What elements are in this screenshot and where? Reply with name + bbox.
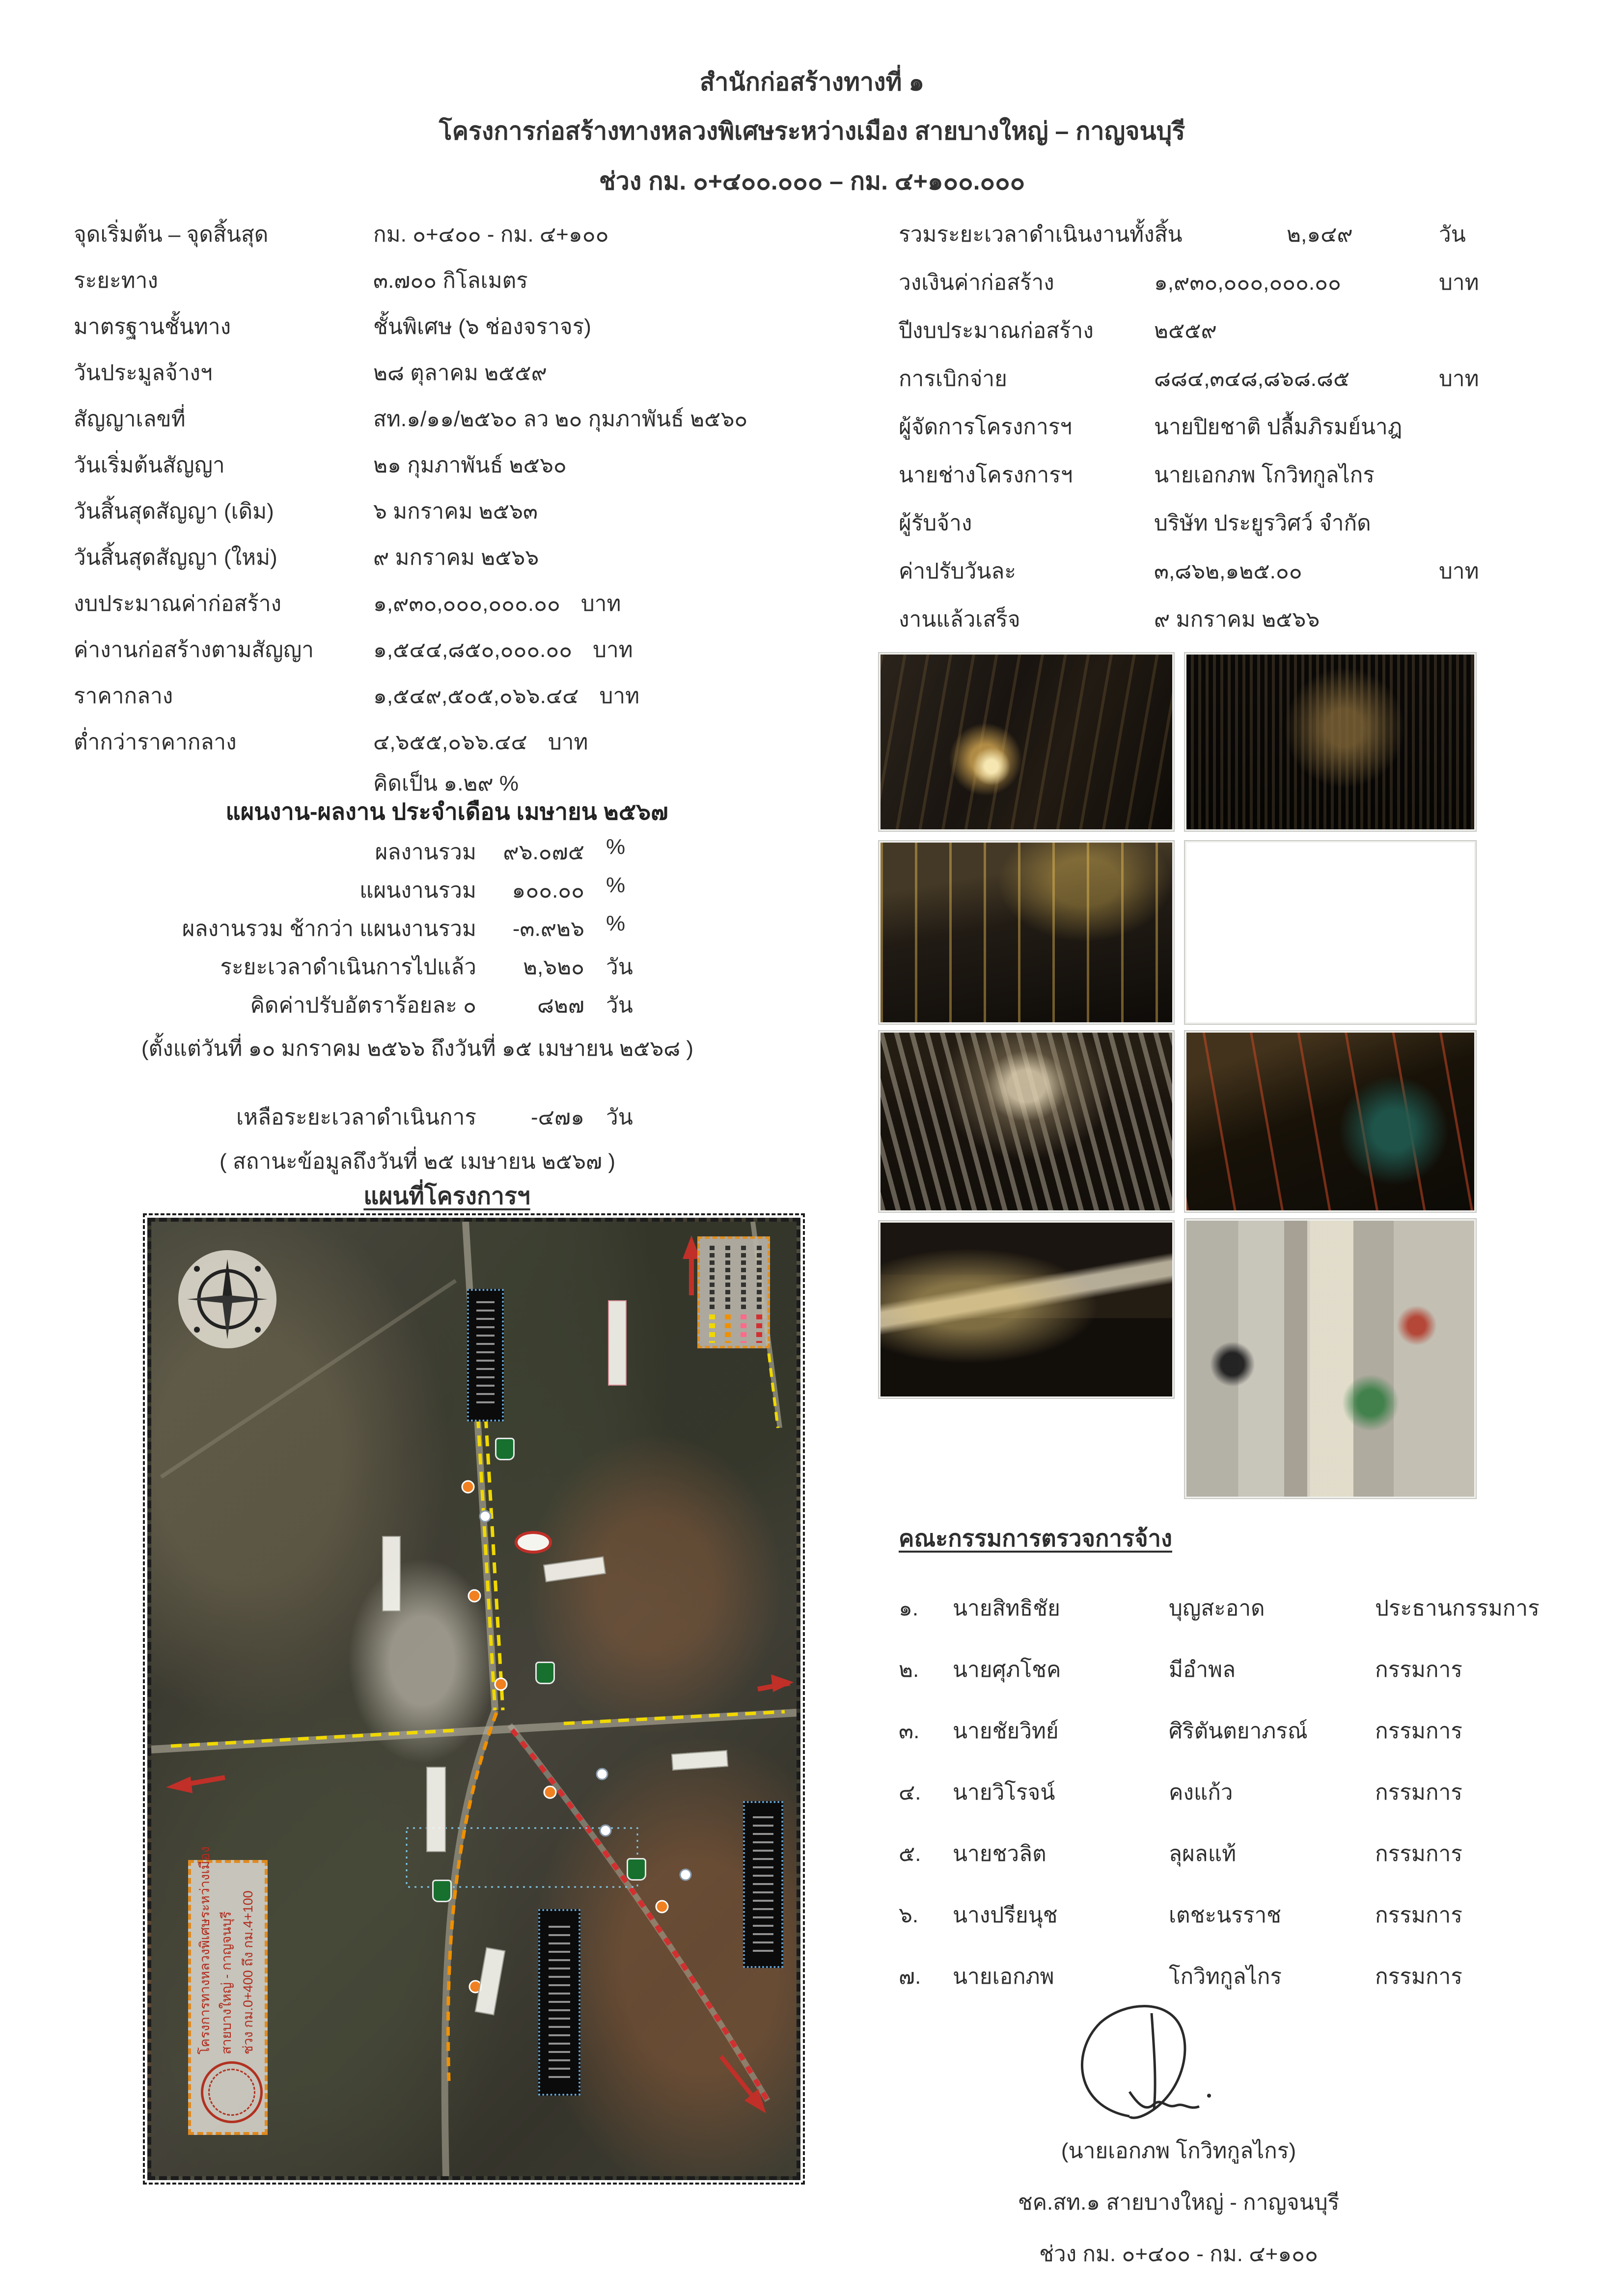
page-title: สำนักก่อสร้างทางที่ ๑ bbox=[699, 68, 925, 96]
field-label: ระยะทาง bbox=[74, 269, 158, 293]
member-number: ๕. bbox=[899, 1842, 921, 1866]
field-value: ๑๐๐.๐๐ bbox=[512, 878, 584, 902]
progress-title: แผนงาน-ผลงาน ประจำเดือน เมษายน ๒๕๖๗ bbox=[225, 798, 668, 824]
stamp-line: ช่วง กม.0+400 ถึง กม.4+100 bbox=[241, 1890, 255, 2054]
legend-label-4 bbox=[757, 1246, 762, 1310]
legend-swatch-orange bbox=[725, 1314, 731, 1343]
info-row bbox=[899, 410, 1601, 444]
info-row bbox=[74, 494, 859, 528]
field-label: งานแล้วเสร็จ bbox=[899, 607, 1020, 631]
member-number: ๗. bbox=[899, 1965, 921, 1989]
field-label: วงเงินค่าก่อสร้าง bbox=[899, 271, 1054, 295]
info-row bbox=[899, 506, 1601, 540]
field-label: งบประมาณค่าก่อสร้าง bbox=[74, 592, 282, 616]
legend-label-1 bbox=[710, 1246, 715, 1310]
field-value: ๑,๙๓๐,๐๐๐,๐๐๐.๐๐ bbox=[1154, 271, 1341, 295]
road-label-chip bbox=[382, 1536, 401, 1612]
progress-row bbox=[74, 1100, 820, 1134]
field-label: วันสิ้นสุดสัญญา (เดิม) bbox=[74, 499, 274, 523]
member-first-name: นายชวลิต bbox=[953, 1842, 1046, 1866]
member-number: ๒. bbox=[899, 1658, 919, 1682]
compass-rose-icon bbox=[178, 1250, 276, 1348]
committee-title: คณะกรรมการตรวจการจ้าง bbox=[899, 1525, 1172, 1551]
field-value: ๓,๘๖๒,๑๒๕.๐๐ bbox=[1154, 559, 1302, 583]
field-value: ๒๕๕๙ bbox=[1154, 319, 1217, 343]
photo-rebar-cage bbox=[1185, 653, 1476, 831]
member-first-name: นายชัยวิทย์ bbox=[953, 1719, 1059, 1743]
progress-row bbox=[74, 911, 820, 946]
member-role: กรรมการ bbox=[1375, 1965, 1462, 1989]
info-row bbox=[899, 313, 1601, 348]
info-row bbox=[74, 725, 859, 759]
field-value: ๒,๖๒๐ bbox=[523, 955, 584, 979]
field-label: ระยะเวลาดำเนินการไปแล้ว bbox=[220, 955, 476, 979]
road-label-chip bbox=[426, 1767, 446, 1852]
member-first-name: นายเอกภพ bbox=[953, 1965, 1054, 1989]
member-number: ๖. bbox=[899, 1903, 919, 1927]
member-role: กรรมการ bbox=[1375, 1842, 1462, 1866]
map-callout-box bbox=[467, 1289, 504, 1421]
field-value: ๑,๕๔๔,๘๕๐,๐๐๐.๐๐ bbox=[373, 638, 573, 662]
field-value: ๔,๖๕๕,๐๖๖.๔๔ bbox=[373, 730, 527, 754]
info-row bbox=[899, 602, 1601, 636]
field-unit: บาท bbox=[593, 638, 633, 662]
field-value: ๙ มกราคม ๒๕๖๖ bbox=[373, 546, 539, 570]
stamp-line: โครงการทางหลวงพิเศษระหว่างเมือง bbox=[197, 1846, 212, 2054]
legend-swatch-pink bbox=[741, 1314, 746, 1343]
highway-shield-icon bbox=[495, 1438, 515, 1460]
highway-shield-icon bbox=[627, 1858, 646, 1881]
info-row bbox=[74, 402, 859, 436]
photo-night-floodlight bbox=[879, 653, 1174, 831]
info-row bbox=[899, 217, 1601, 251]
field-value: ๑,๕๔๙,๕๐๕,๐๖๖.๔๔ bbox=[373, 684, 579, 708]
field-label: ผลงานรวม bbox=[375, 840, 476, 864]
signatory-range: ช่วง กม. ๐+๔๐๐ - กม. ๔+๑๐๐ bbox=[1039, 2242, 1318, 2266]
member-first-name: นายสิทธิชัย bbox=[953, 1596, 1060, 1620]
member-last-name: บุญสะอาด bbox=[1169, 1596, 1265, 1620]
field-label: วันเริ่มต้นสัญญา bbox=[74, 453, 225, 477]
field-label: ต่ำกว่าราคากลาง bbox=[74, 730, 237, 754]
field-unit: บาท bbox=[1439, 367, 1479, 391]
field-label: ผู้จัดการโครงการฯ bbox=[899, 415, 1072, 439]
member-last-name: มีอำพล bbox=[1169, 1658, 1236, 1682]
field-unit: วัน bbox=[606, 955, 633, 979]
member-first-name: นางปรียนุช bbox=[953, 1903, 1058, 1927]
legend-label-2 bbox=[725, 1246, 730, 1310]
field-unit: บาท bbox=[548, 730, 588, 754]
member-last-name: โกวิทกูลไกร bbox=[1169, 1965, 1282, 1989]
highway-shield-icon bbox=[432, 1880, 452, 1902]
field-unit: วัน bbox=[606, 993, 633, 1017]
field-value: นายปิยชาติ ปลื้มภิรมย์นาฎ bbox=[1154, 415, 1403, 439]
field-label: วันสิ้นสุดสัญญา (ใหม่) bbox=[74, 546, 277, 570]
field-label: ค่าปรับวันละ bbox=[899, 559, 1017, 583]
info-row bbox=[74, 309, 859, 344]
east-arrow-icon bbox=[758, 1674, 794, 1692]
photo-tendons-under-span bbox=[879, 1031, 1174, 1212]
field-value: สท.๑/๑๑/๒๕๖๐ ลว ๒๐ กุมภาพันธ์ ๒๕๖๐ bbox=[373, 407, 748, 431]
stamp-line: สายบางใหญ่ - กาญจนบุรี bbox=[219, 1911, 234, 2054]
member-number: ๓. bbox=[899, 1719, 920, 1743]
field-value: ๙ มกราคม ๒๕๖๖ bbox=[1154, 607, 1320, 631]
field-value: -๔๗๑ bbox=[531, 1105, 584, 1129]
progress-row bbox=[74, 988, 820, 1022]
field-label: รวมระยะเวลาดำเนินงานทั้งสิ้น bbox=[899, 222, 1183, 246]
field-unit: บาท bbox=[580, 592, 621, 616]
field-value: ๖ มกราคม ๒๕๖๓ bbox=[373, 499, 538, 523]
field-value: คิดเป็น ๑.๒๙ % bbox=[373, 771, 519, 795]
member-number: ๔. bbox=[899, 1780, 921, 1804]
committee-row bbox=[899, 1652, 1606, 1687]
field-label: เหลือระยะเวลาดำเนินการ bbox=[236, 1105, 476, 1129]
field-label: ผลงานรวม ช้ากว่า แผนงานรวม bbox=[182, 917, 476, 941]
member-last-name: ลุผลแท้ bbox=[1169, 1842, 1237, 1866]
field-label: คิดค่าปรับอัตราร้อยละ ๐ bbox=[250, 993, 476, 1017]
signature-icon bbox=[1056, 1994, 1242, 2136]
field-value: -๓.๙๒๖ bbox=[512, 917, 584, 941]
photo-night-crane bbox=[1185, 1031, 1476, 1212]
road-sign-icon bbox=[515, 1531, 552, 1554]
field-value: ๘๒๗ bbox=[537, 993, 584, 1017]
photo-day-bridge-aerial bbox=[1185, 1219, 1476, 1498]
field-value: ๒๘ ตุลาคม ๒๕๕๙ bbox=[373, 361, 547, 385]
field-label: ผู้รับจ้าง bbox=[899, 511, 972, 535]
field-value: ๒,๑๔๙ bbox=[1287, 222, 1353, 246]
photo-night-formwork bbox=[879, 841, 1174, 1024]
info-row bbox=[74, 679, 859, 713]
member-last-name: เตชะนรราช bbox=[1169, 1903, 1282, 1927]
field-value: กม. ๐+๔๐๐ - กม. ๔+๑๐๐ bbox=[373, 222, 609, 246]
field-label: นายช่างโครงการฯ bbox=[899, 463, 1073, 487]
info-row bbox=[899, 458, 1601, 492]
member-role: กรรมการ bbox=[1375, 1903, 1462, 1927]
field-unit: วัน bbox=[606, 1105, 633, 1129]
info-row bbox=[74, 540, 859, 574]
info-row bbox=[899, 265, 1601, 300]
field-unit: บาท bbox=[1439, 271, 1479, 295]
field-value: นายเอกภพ โกวิทกูลไกร bbox=[1154, 463, 1375, 487]
member-role: กรรมการ bbox=[1375, 1658, 1462, 1682]
legend-box bbox=[697, 1236, 770, 1348]
info-row bbox=[74, 586, 859, 621]
project-stamp bbox=[188, 1846, 268, 2135]
member-first-name: นายวิโรจน์ bbox=[953, 1780, 1055, 1804]
member-role: กรรมการ bbox=[1375, 1780, 1462, 1804]
field-value: บริษัท ประยูรวิศว์ จำกัด bbox=[1154, 511, 1371, 535]
member-number: ๑. bbox=[899, 1596, 919, 1620]
committee-row bbox=[899, 1836, 1606, 1871]
field-unit: % bbox=[606, 835, 626, 859]
field-unit: บาท bbox=[1439, 559, 1479, 583]
field-value: ๙๖.๐๗๕ bbox=[503, 840, 584, 864]
field-unit: % bbox=[606, 911, 626, 935]
legend-label-3 bbox=[741, 1246, 746, 1310]
project-map bbox=[147, 1218, 800, 2180]
legend-swatch-yellow bbox=[709, 1314, 715, 1343]
field-value: ๓.๗๐๐ กิโลเมตร bbox=[373, 269, 528, 293]
member-role: กรรมการ bbox=[1375, 1719, 1462, 1743]
map-callout-box bbox=[538, 1909, 580, 2096]
committee-row bbox=[899, 1898, 1606, 1932]
field-label: ปีงบประมาณก่อสร้าง bbox=[899, 319, 1094, 343]
info-row bbox=[899, 554, 1601, 588]
progress-note-period: (ตั้งแต่วันที่ ๑๐ มกราคม ๒๕๖๖ ถึงวันที่ ๑๕ เมษายน ๒๕๖๘ ) bbox=[141, 1037, 694, 1061]
field-value: ๘๘๔,๓๔๘,๘๖๘.๘๕ bbox=[1154, 367, 1350, 391]
field-label: ค่างานก่อสร้างตามสัญญา bbox=[74, 638, 314, 662]
km-range-title: ช่วง กม. ๐+๔๐๐.๐๐๐ – กม. ๔+๑๐๐.๐๐๐ bbox=[599, 167, 1025, 195]
committee-row bbox=[899, 1775, 1606, 1809]
field-label: การเบิกจ่าย bbox=[899, 367, 1007, 391]
highway-shield-icon bbox=[535, 1662, 555, 1684]
committee-row bbox=[899, 1959, 1606, 1994]
signatory-name: (นายเอกภพ โกวิทกูลไกร) bbox=[1061, 2139, 1296, 2163]
road-label-chip bbox=[608, 1300, 627, 1386]
field-unit: % bbox=[606, 873, 626, 897]
committee-row bbox=[899, 1591, 1606, 1625]
photo-day-girder-storage bbox=[1185, 841, 1476, 1024]
field-value: ๑,๙๓๐,๐๐๐,๐๐๐.๐๐ bbox=[373, 592, 560, 616]
field-unit: วัน bbox=[1439, 222, 1466, 246]
member-last-name: ศิริตันตยาภรณ์ bbox=[1169, 1719, 1308, 1743]
field-value: ชั้นพิเศษ (๖ ช่องจราจร) bbox=[373, 315, 591, 339]
field-value: ๒๑ กุมภาพันธ์ ๒๕๖๐ bbox=[373, 453, 567, 477]
official-seal-icon bbox=[201, 2061, 263, 2123]
info-row bbox=[899, 361, 1601, 396]
west-arrow-icon bbox=[166, 1777, 225, 1793]
legend-swatch-red bbox=[756, 1314, 762, 1343]
member-first-name: นายศุภโชค bbox=[953, 1658, 1061, 1682]
map-callout-box bbox=[743, 1801, 783, 1968]
field-label: จุดเริ่มต้น – จุดสิ้นสุด bbox=[74, 222, 269, 246]
field-unit: บาท bbox=[599, 684, 640, 708]
info-row bbox=[74, 217, 859, 251]
field-label: มาตรฐานชั้นทาง bbox=[74, 315, 231, 339]
member-last-name: คงแก้ว bbox=[1169, 1780, 1233, 1804]
committee-row bbox=[899, 1714, 1606, 1748]
progress-note-status: ( สถานะข้อมูลถึงวันที่ ๒๕ เมษายน ๒๕๖๗ ) bbox=[220, 1149, 615, 1174]
info-row bbox=[74, 355, 859, 390]
progress-row bbox=[74, 950, 820, 984]
progress-row bbox=[74, 835, 820, 869]
member-role: ประธานกรรมการ bbox=[1375, 1596, 1540, 1620]
field-label: แผนงานรวม bbox=[359, 878, 476, 902]
info-row bbox=[74, 448, 859, 482]
progress-row bbox=[74, 873, 820, 907]
field-label: สัญญาเลขที่ bbox=[74, 407, 186, 431]
info-row bbox=[74, 263, 859, 298]
info-row bbox=[74, 632, 859, 667]
photo-night-underpass bbox=[879, 1221, 1174, 1398]
field-label: วันประมูลจ้างฯ bbox=[74, 361, 213, 385]
signatory-org: ชค.สท.๑ สายบางใหญ่ - กาญจนบุรี bbox=[1018, 2190, 1340, 2214]
project-title: โครงการก่อสร้างทางหลวงพิเศษระหว่างเมือง สายบางใหญ่ – กาญจนบุรี bbox=[439, 117, 1185, 145]
map-title: แผนที่โครงการฯ bbox=[363, 1183, 530, 1209]
field-label: ราคากลาง bbox=[74, 684, 173, 708]
